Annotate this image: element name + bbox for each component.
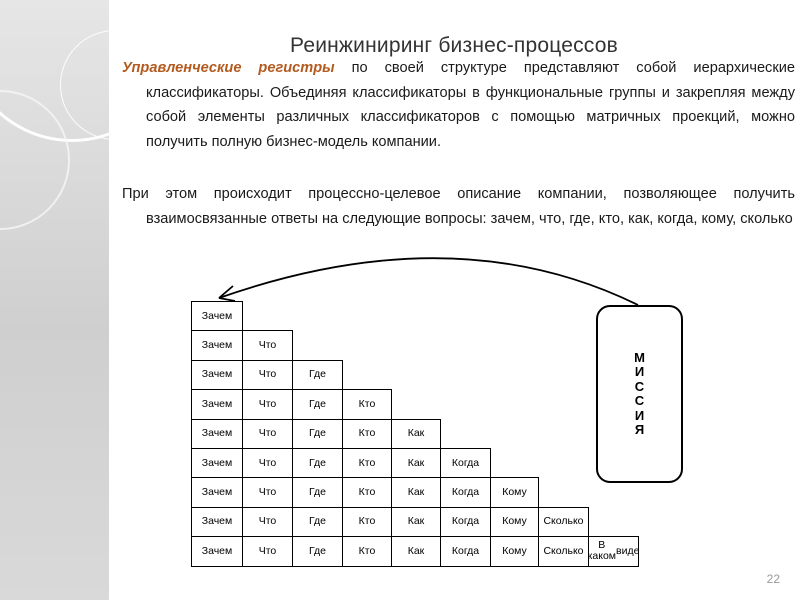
matrix-cell: Что bbox=[242, 360, 293, 390]
matrix-cell-line: виде bbox=[616, 544, 640, 557]
matrix-cell: Что bbox=[242, 536, 293, 566]
matrix-cell: Кто bbox=[342, 389, 392, 419]
matrix-cell-line: В каком bbox=[587, 539, 617, 563]
matrix-cell: Где bbox=[292, 360, 343, 390]
emphasis-management-registers: Управленческие регистры bbox=[122, 60, 335, 76]
matrix-cell: Что bbox=[242, 507, 293, 537]
mission-letter: С bbox=[634, 393, 645, 408]
matrix-cell: Сколько bbox=[538, 507, 589, 537]
matrix-cell: Что bbox=[242, 389, 293, 419]
matrix-cell: Кому bbox=[490, 536, 539, 566]
matrix-cell: Где bbox=[292, 448, 343, 478]
mission-letter: С bbox=[634, 378, 645, 394]
matrix-cell: Где bbox=[292, 536, 343, 566]
matrix-cell: Зачем bbox=[191, 536, 243, 566]
matrix-cell: Кому bbox=[490, 507, 539, 537]
matrix-cell: Как bbox=[391, 419, 441, 449]
matrix-cell: Где bbox=[292, 419, 343, 449]
matrix-cell: Что bbox=[242, 330, 293, 360]
mission-letter: И bbox=[634, 364, 645, 379]
matrix-cell: Кто bbox=[342, 477, 392, 507]
matrix-cell: Зачем bbox=[191, 301, 243, 331]
matrix-cell: Кто bbox=[342, 507, 392, 537]
matrix-cell: Что bbox=[242, 477, 293, 507]
matrix-cell: Где bbox=[292, 507, 343, 537]
matrix-cell: Зачем bbox=[191, 477, 243, 507]
page-number: 22 bbox=[766, 572, 780, 586]
matrix-cell: Кто bbox=[342, 419, 392, 449]
paragraph-process-description: При этом происходит процессно-целевое описание компании, позволяющее получить взаимосвязанные ответы на следующие вопросы: зачем, что, где, кто, как, когда, кому, сколько bbox=[122, 186, 795, 227]
mission-letter: И bbox=[634, 407, 645, 423]
mission-letter: М bbox=[634, 349, 645, 365]
matrix-cell: Как bbox=[391, 448, 441, 478]
matrix-cell: Когда bbox=[440, 507, 491, 537]
matrix-cell: Кто bbox=[342, 448, 392, 478]
matrix-cell: Что bbox=[242, 419, 293, 449]
mission-letter: Я bbox=[634, 422, 645, 437]
matrix-cell: Как bbox=[391, 536, 441, 566]
matrix-cell: Зачем bbox=[191, 507, 243, 537]
matrix-cell: Как bbox=[391, 477, 441, 507]
matrix-cell: Сколько bbox=[538, 536, 589, 566]
matrix-cell: Когда bbox=[440, 448, 491, 478]
matrix-cell: Зачем bbox=[191, 448, 243, 478]
matrix-cell: Зачем bbox=[191, 419, 243, 449]
matrix-cell: Кому bbox=[490, 477, 539, 507]
matrix-cell: Кто bbox=[342, 536, 392, 566]
matrix-cell: Зачем bbox=[191, 360, 243, 390]
matrix-cell: Когда bbox=[440, 536, 491, 566]
matrix-cell: Как bbox=[391, 507, 441, 537]
matrix-cell: Когда bbox=[440, 477, 491, 507]
matrix-cell: Где bbox=[292, 389, 343, 419]
mission-box bbox=[596, 305, 683, 483]
matrix-cell: Зачем bbox=[191, 330, 243, 360]
matrix-cell: Где bbox=[292, 477, 343, 507]
matrix-cell: Что bbox=[242, 448, 293, 478]
matrix-cell bbox=[588, 536, 639, 566]
paragraph-registers-text: по своей структуре представляют собой иерархические классификаторы. Объединяя классификаторы в функциональные группы и закрепляя между собой элементы различных классификаторов с помощью матричных проекций, можно получить полную бизнес-модель компании. bbox=[146, 60, 796, 150]
matrix-cell: Зачем bbox=[191, 389, 243, 419]
slide-title: Реинжиниринг бизнес-процессов bbox=[290, 34, 618, 57]
